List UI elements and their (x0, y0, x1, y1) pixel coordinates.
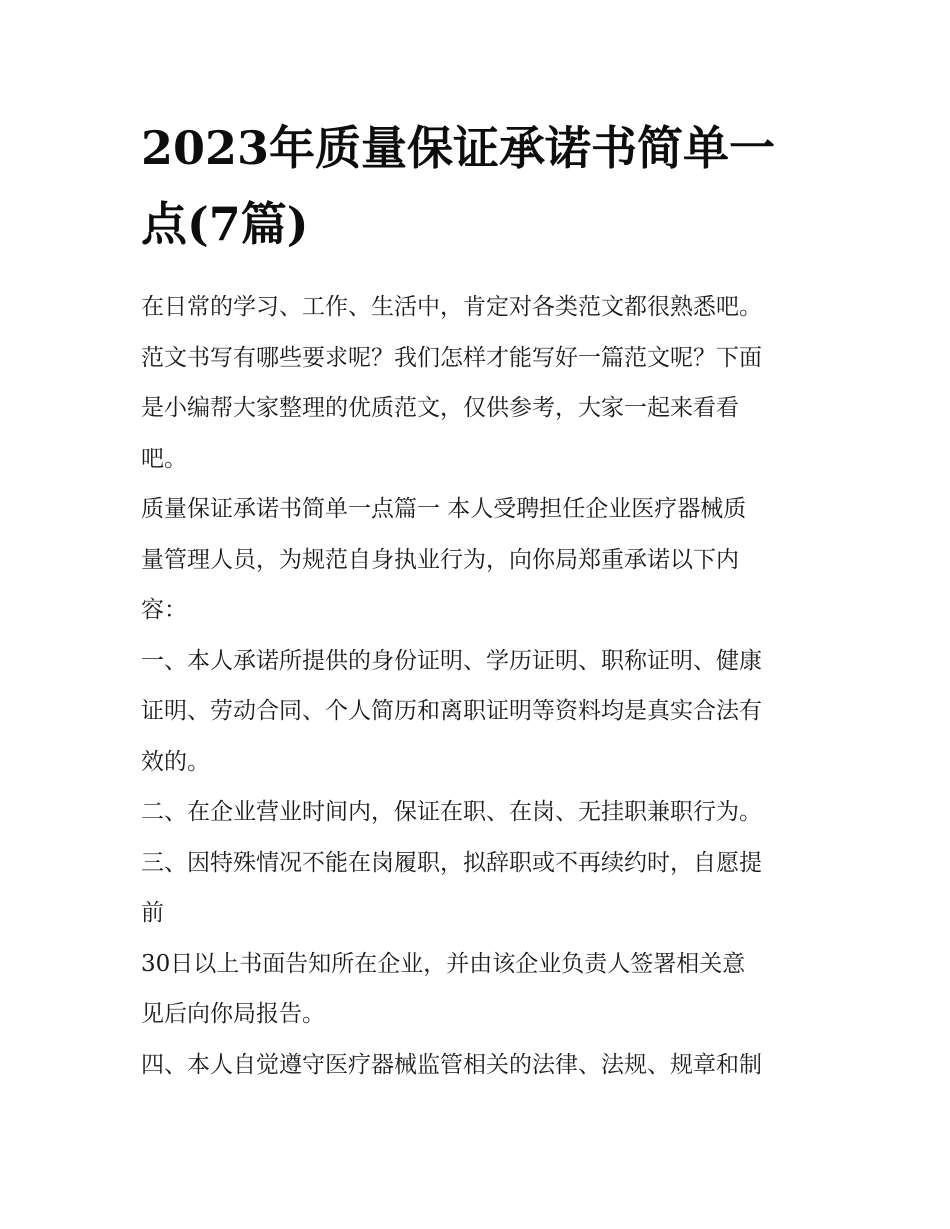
body-line: 质量保证承诺书简单一点篇一 本人受聘担任企业医疗器械质 (141, 496, 747, 522)
body-line: 一、本人承诺所提供的身份证明、学历证明、职称证明、健康 (141, 647, 762, 674)
body-line: 证明、劳动合同、个人简历和离职证明等资料均是真实合法有 (141, 698, 762, 724)
body-line: 吧。 (141, 445, 187, 472)
body-line: 二、在企业营业时间内，保证在职、在岗、无挂职兼职行为。 (141, 799, 762, 825)
body-line: 在日常的学习、工作、生活中，肯定对各类范文都很熟悉吧。 (141, 294, 762, 320)
body-line: 容： (141, 597, 187, 623)
document-title (141, 110, 813, 262)
document-page (141, 110, 813, 1090)
body-line: 前 (141, 900, 164, 926)
body-line: 量管理人员，为规范自身执业行为，向你局郑重承诺以下内 (141, 546, 739, 573)
body-line: 30日以上书面告知所在企业，并由该企业负责人签署相关意 (141, 950, 746, 977)
body-line: 见后向你局报告。 (141, 1001, 325, 1027)
body-line: 效的。 (141, 748, 210, 775)
body-line: 三、因特殊情况不能在岗履职，拟辞职或不再续约时，自愿提 (141, 849, 762, 876)
title-line: 2023年质量保证承诺书简单一 (141, 121, 776, 175)
body-line: 是小编帮大家整理的优质范文，仅供参考，大家一起来看看 (141, 395, 739, 421)
document-body (141, 282, 813, 1090)
title-line: 点(7篇) (141, 197, 309, 251)
body-line: 四、本人自觉遵守医疗器械监管相关的法律、法规、规章和制 (141, 1051, 762, 1078)
body-line: 范文书写有哪些要求呢？我们怎样才能写好一篇范文呢？下面 (141, 344, 762, 371)
